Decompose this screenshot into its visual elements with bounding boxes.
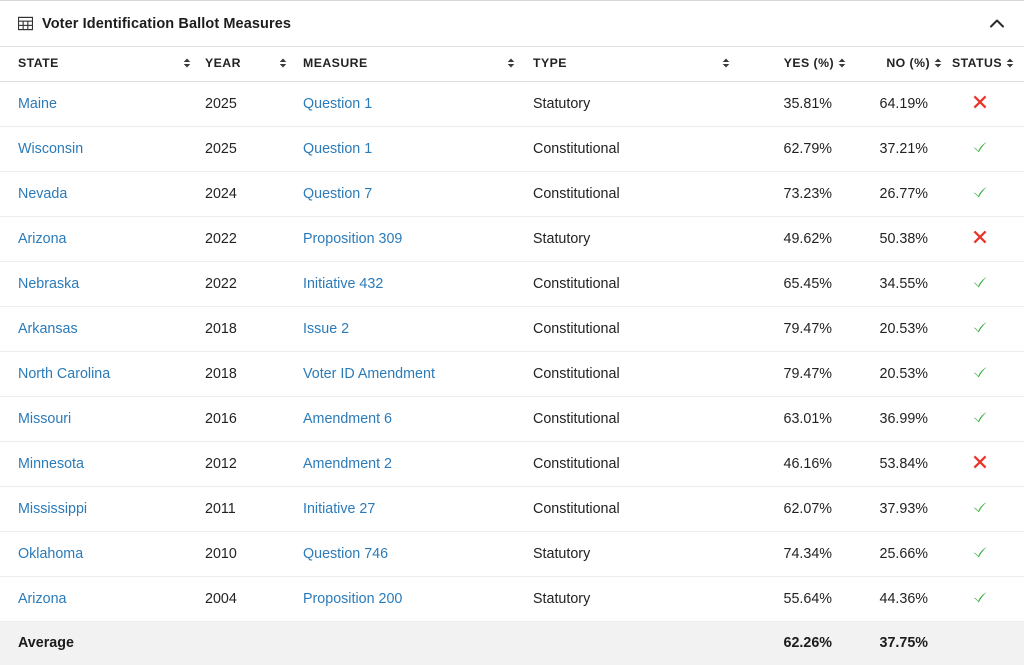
- state-link[interactable]: North Carolina: [18, 366, 110, 382]
- cell-no-percent: 37.93%: [854, 487, 952, 532]
- cell-status: [952, 127, 1024, 172]
- cell-measure: [303, 397, 533, 442]
- status-passed-icon: [972, 184, 988, 200]
- cell-measure: [303, 577, 533, 622]
- column-header-yes[interactable]: [746, 47, 854, 82]
- average-measure-cell: [303, 622, 533, 665]
- cell-no-percent: 20.53%: [854, 352, 952, 397]
- measure-link[interactable]: Question 1: [303, 96, 372, 112]
- table-footer: [0, 622, 1024, 665]
- state-link[interactable]: Arizona: [18, 231, 66, 247]
- cell-state: [0, 487, 205, 532]
- cell-state: [0, 217, 205, 262]
- cell-state: [0, 307, 205, 352]
- cell-type: Statutory: [533, 577, 746, 622]
- table-footer-row: [0, 622, 1024, 665]
- cell-no-percent: 20.53%: [854, 307, 952, 352]
- measure-link[interactable]: Voter ID Amendment: [303, 366, 435, 382]
- column-header-yes-label: YES (%): [784, 56, 834, 70]
- cell-measure: [303, 442, 533, 487]
- status-passed-icon: [972, 274, 988, 290]
- average-status-cell: [952, 622, 1024, 665]
- cell-status: [952, 172, 1024, 217]
- cell-year: 2018: [205, 307, 303, 352]
- cell-state: [0, 127, 205, 172]
- cell-year: 2022: [205, 217, 303, 262]
- column-header-measure[interactable]: [303, 47, 533, 82]
- cell-yes-percent: 49.62%: [746, 217, 854, 262]
- table-row: [0, 532, 1024, 577]
- cell-yes-percent: 73.23%: [746, 172, 854, 217]
- cell-yes-percent: 62.07%: [746, 487, 854, 532]
- table-row: [0, 442, 1024, 487]
- cell-type: Constitutional: [533, 352, 746, 397]
- cell-measure: [303, 262, 533, 307]
- column-header-no-label: NO (%): [886, 56, 930, 70]
- cell-yes-percent: 65.45%: [746, 262, 854, 307]
- cell-state: [0, 262, 205, 307]
- cell-measure: [303, 172, 533, 217]
- cell-status: [952, 262, 1024, 307]
- cell-no-percent: 64.19%: [854, 82, 952, 127]
- column-header-status[interactable]: [952, 47, 1024, 82]
- cell-status: [952, 307, 1024, 352]
- average-no-value: 37.75%: [854, 622, 952, 665]
- state-link[interactable]: Mississippi: [18, 501, 87, 517]
- cell-no-percent: 34.55%: [854, 262, 952, 307]
- table-row: [0, 82, 1024, 127]
- card-header-left: [18, 16, 986, 32]
- state-link[interactable]: Arkansas: [18, 321, 78, 337]
- measure-link[interactable]: Proposition 200: [303, 591, 402, 607]
- cell-state: [0, 532, 205, 577]
- cell-year: 2018: [205, 352, 303, 397]
- cell-type: Constitutional: [533, 442, 746, 487]
- table-row: [0, 262, 1024, 307]
- cell-no-percent: 26.77%: [854, 172, 952, 217]
- cell-year: 2016: [205, 397, 303, 442]
- state-link[interactable]: Missouri: [18, 411, 71, 427]
- cell-type: Constitutional: [533, 487, 746, 532]
- average-type-cell: [533, 622, 746, 665]
- table-row: [0, 487, 1024, 532]
- table-row: [0, 307, 1024, 352]
- column-header-state[interactable]: [0, 47, 205, 82]
- cell-yes-percent: 74.34%: [746, 532, 854, 577]
- status-passed-icon: [972, 589, 988, 605]
- cell-status: [952, 352, 1024, 397]
- cell-measure: [303, 127, 533, 172]
- cell-type: Constitutional: [533, 307, 746, 352]
- cell-type: Constitutional: [533, 397, 746, 442]
- cell-status: [952, 217, 1024, 262]
- cell-yes-percent: 79.47%: [746, 352, 854, 397]
- cell-yes-percent: 46.16%: [746, 442, 854, 487]
- measure-link[interactable]: Question 7: [303, 186, 372, 202]
- cell-state: [0, 352, 205, 397]
- measure-link[interactable]: Amendment 2: [303, 456, 392, 472]
- cell-state: [0, 397, 205, 442]
- state-link[interactable]: Minnesota: [18, 456, 84, 472]
- measure-link[interactable]: Issue 2: [303, 321, 349, 337]
- table-header: [0, 47, 1024, 82]
- status-passed-icon: [972, 139, 988, 155]
- measure-link[interactable]: Proposition 309: [303, 231, 402, 247]
- page-title: Voter Identification Ballot Measures: [42, 16, 291, 32]
- column-header-no[interactable]: [854, 47, 952, 82]
- cell-measure: [303, 82, 533, 127]
- state-link[interactable]: Wisconsin: [18, 141, 83, 157]
- cell-status: [952, 532, 1024, 577]
- cell-type: Constitutional: [533, 262, 746, 307]
- status-passed-icon: [972, 319, 988, 335]
- column-header-type-label: TYPE: [533, 56, 567, 70]
- cell-year: 2025: [205, 82, 303, 127]
- sort-icon[interactable]: [279, 58, 287, 68]
- table-row: [0, 352, 1024, 397]
- sort-icon[interactable]: [838, 58, 846, 68]
- cell-status: [952, 442, 1024, 487]
- chevron-up-icon[interactable]: [986, 13, 1008, 35]
- cell-status: [952, 487, 1024, 532]
- card-header: [0, 1, 1024, 47]
- column-header-year-label: YEAR: [205, 56, 241, 70]
- cell-yes-percent: 79.47%: [746, 307, 854, 352]
- cell-measure: [303, 217, 533, 262]
- sort-icon[interactable]: [183, 58, 191, 68]
- state-link[interactable]: Nevada: [18, 186, 67, 202]
- cell-type: Statutory: [533, 532, 746, 577]
- cell-year: 2025: [205, 127, 303, 172]
- status-failed-icon: [972, 454, 988, 470]
- cell-no-percent: 36.99%: [854, 397, 952, 442]
- cell-type: Statutory: [533, 82, 746, 127]
- cell-no-percent: 37.21%: [854, 127, 952, 172]
- cell-no-percent: 25.66%: [854, 532, 952, 577]
- cell-measure: [303, 532, 533, 577]
- sort-icon[interactable]: [934, 58, 942, 68]
- cell-year: 2012: [205, 442, 303, 487]
- average-yes-value: 62.26%: [746, 622, 854, 665]
- column-header-status-label: STATUS: [952, 56, 1002, 70]
- cell-measure: [303, 352, 533, 397]
- cell-measure: [303, 487, 533, 532]
- cell-year: 2024: [205, 172, 303, 217]
- sort-icon[interactable]: [722, 58, 730, 68]
- column-header-state-label: STATE: [18, 56, 59, 70]
- column-header-year[interactable]: [205, 47, 303, 82]
- sort-icon[interactable]: [1006, 58, 1014, 68]
- average-year-cell: [205, 622, 303, 665]
- status-passed-icon: [972, 499, 988, 515]
- state-link[interactable]: Maine: [18, 96, 57, 112]
- cell-status: [952, 397, 1024, 442]
- state-link[interactable]: Nebraska: [18, 276, 79, 292]
- cell-yes-percent: 62.79%: [746, 127, 854, 172]
- measure-link[interactable]: Initiative 27: [303, 501, 375, 517]
- status-failed-icon: [972, 94, 988, 110]
- table-header-row: [0, 47, 1024, 82]
- ballot-measures-table: [0, 47, 1024, 665]
- column-header-type[interactable]: [533, 47, 746, 82]
- cell-status: [952, 82, 1024, 127]
- sort-icon[interactable]: [507, 58, 515, 68]
- cell-state: [0, 172, 205, 217]
- average-label: Average: [0, 622, 205, 665]
- cell-state: [0, 442, 205, 487]
- cell-no-percent: 44.36%: [854, 577, 952, 622]
- cell-yes-percent: 35.81%: [746, 82, 854, 127]
- grid-icon: [18, 16, 33, 31]
- measure-link[interactable]: Question 1: [303, 141, 372, 157]
- table-row: [0, 127, 1024, 172]
- cell-state: [0, 82, 205, 127]
- cell-type: Statutory: [533, 217, 746, 262]
- cell-year: 2010: [205, 532, 303, 577]
- cell-yes-percent: 55.64%: [746, 577, 854, 622]
- cell-no-percent: 53.84%: [854, 442, 952, 487]
- status-failed-icon: [972, 229, 988, 245]
- table-row: [0, 577, 1024, 622]
- state-link[interactable]: Arizona: [18, 591, 66, 607]
- column-header-measure-label: MEASURE: [303, 56, 368, 70]
- table-row: [0, 397, 1024, 442]
- measure-link[interactable]: Amendment 6: [303, 411, 392, 427]
- cell-type: Constitutional: [533, 172, 746, 217]
- status-passed-icon: [972, 364, 988, 380]
- status-passed-icon: [972, 544, 988, 560]
- table-row: [0, 217, 1024, 262]
- measure-link[interactable]: Question 746: [303, 546, 388, 562]
- table-body: [0, 82, 1024, 622]
- cell-year: 2022: [205, 262, 303, 307]
- cell-yes-percent: 63.01%: [746, 397, 854, 442]
- measure-link[interactable]: Initiative 432: [303, 276, 383, 292]
- cell-no-percent: 50.38%: [854, 217, 952, 262]
- table-row: [0, 172, 1024, 217]
- cell-state: [0, 577, 205, 622]
- cell-year: 2004: [205, 577, 303, 622]
- cell-status: [952, 577, 1024, 622]
- state-link[interactable]: Oklahoma: [18, 546, 83, 562]
- cell-type: Constitutional: [533, 127, 746, 172]
- status-passed-icon: [972, 409, 988, 425]
- cell-measure: [303, 307, 533, 352]
- cell-year: 2011: [205, 487, 303, 532]
